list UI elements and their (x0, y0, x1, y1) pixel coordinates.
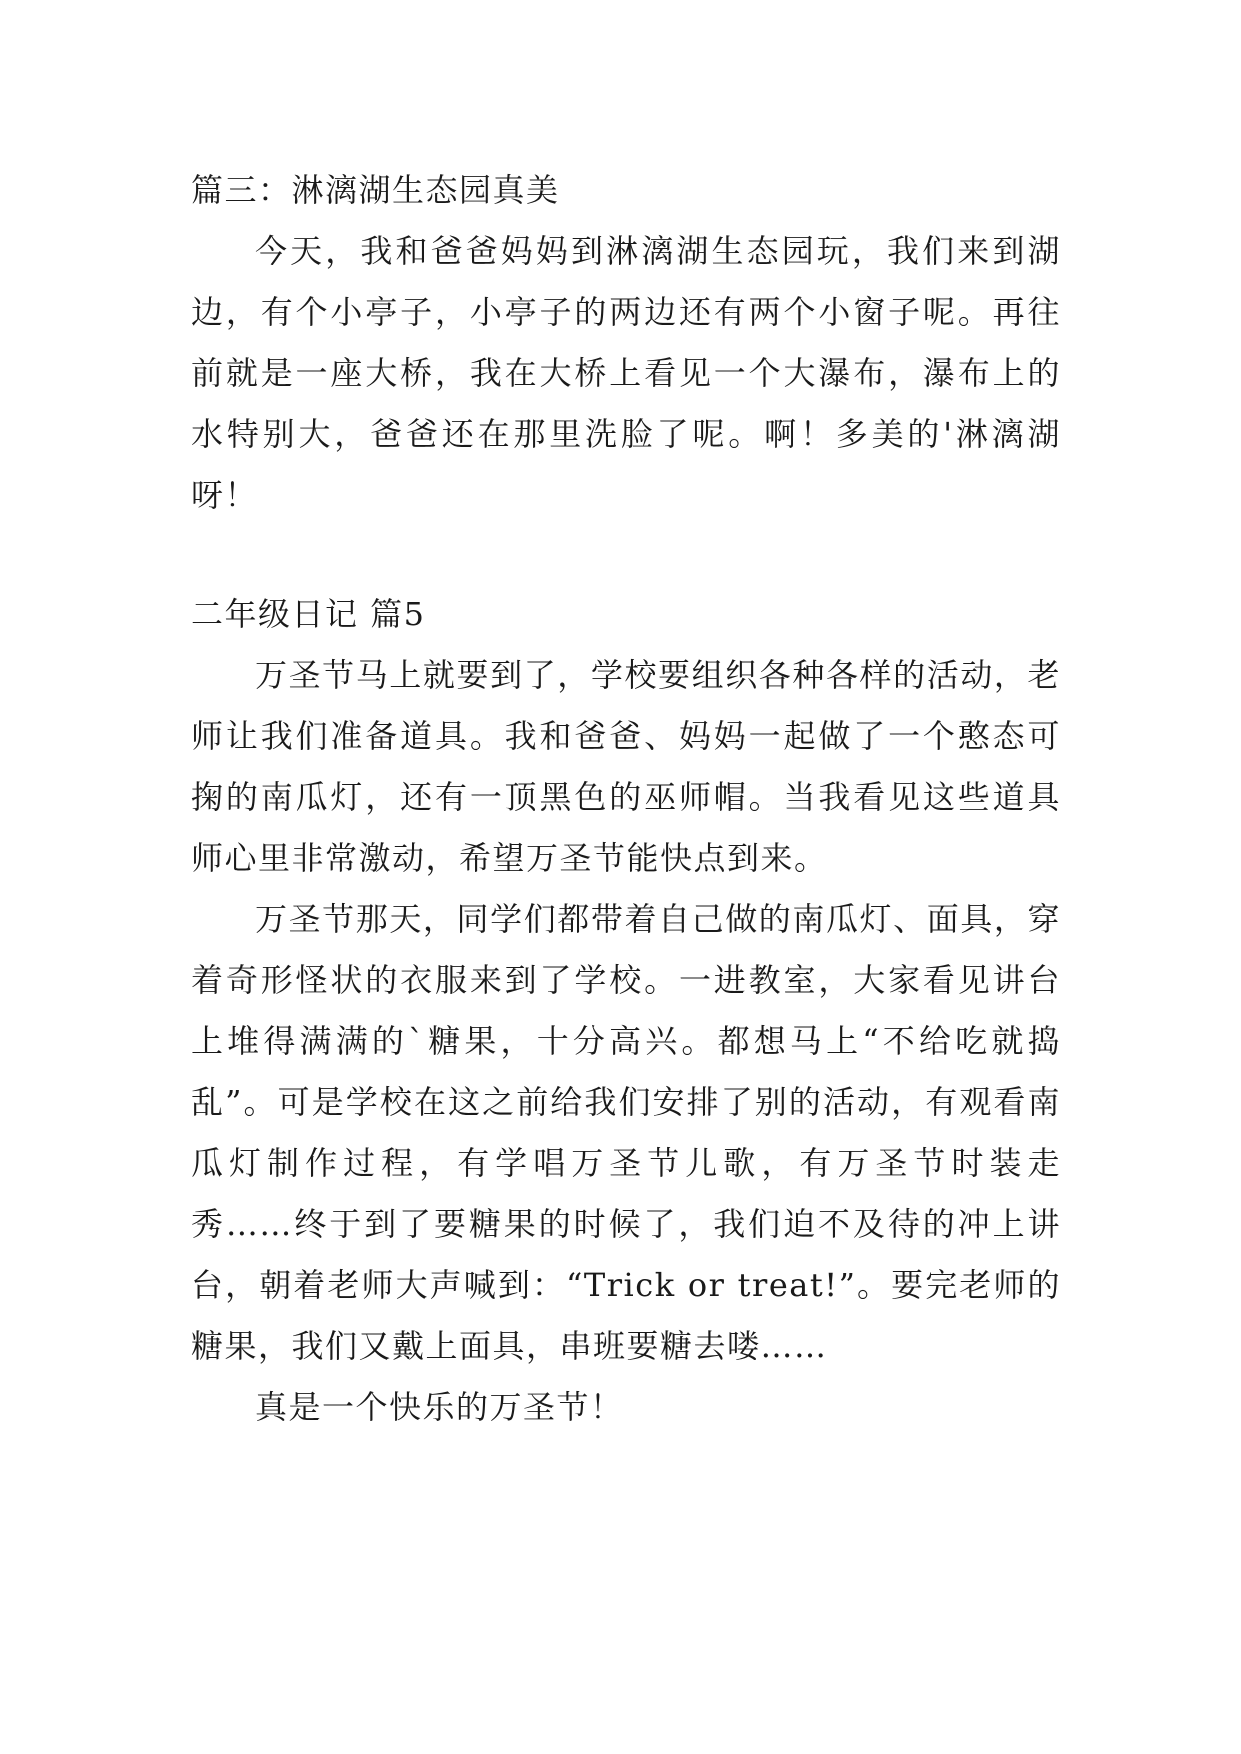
section-title: 篇三：淋漓湖生态园真美 (191, 171, 560, 209)
paragraph: 万圣节马上就要到了，学校要组织各种各样的活动，老师让我们准备道具。我和爸爸、妈妈一起做了一个憨态可掬的南瓜灯，还有一顶黑色的巫师帽。当我看见这些道具师心里非常激动，希望万圣节能快点到来。 (191, 656, 1061, 877)
paragraph: 真是一个快乐的万圣节！ (255, 1388, 624, 1426)
document-body (191, 160, 1061, 1438)
paragraph: 万圣节那天，同学们都带着自己做的南瓜灯、面具，穿着奇形怪状的衣服来到了学校。一进教室，大家看见讲台上堆得满满的`糖果，十分高兴。都想马上“不给吃就捣乱”。可是学校在这之前给我们安排了别的活动，有观看南瓜灯制作过程，有学唱万圣节儿歌，有万圣节时装走秀……终于到了要糖果的时候了，我们迫不及待的冲上讲台，朝着老师大声喊到：“Trick or treat!”。要完老师的糖果，我们又戴上面具，串班要糖去喽…… (191, 900, 1061, 1365)
section-title: 二年级日记 篇5 (191, 595, 426, 633)
section-spacer (191, 526, 1061, 584)
paragraph: 今天，我和爸爸妈妈到淋漓湖生态园玩，我们来到湖边，有个小亭子，小亭子的两边还有两个小窗子呢。再往前就是一座大桥，我在大桥上看见一个大瀑布，瀑布上的水特别大，爸爸还在那里洗脸了呢。啊！多美的'淋漓湖呀！ (191, 232, 1061, 514)
